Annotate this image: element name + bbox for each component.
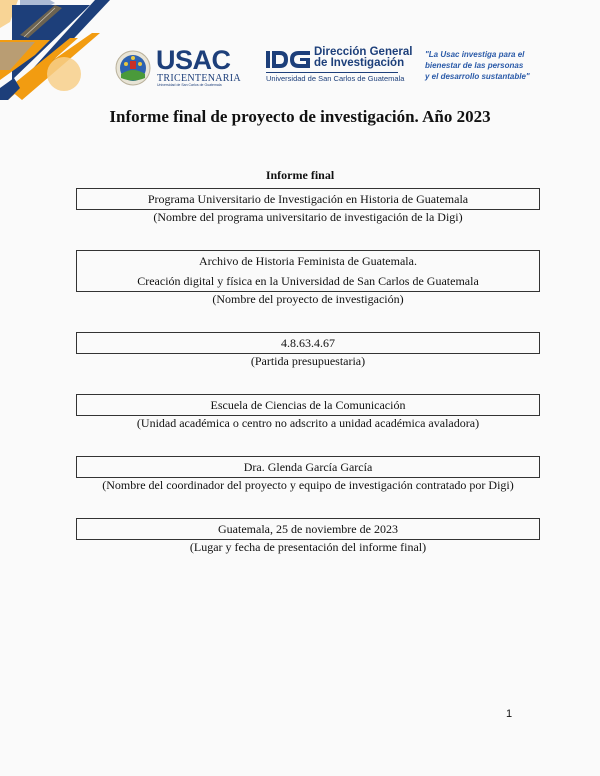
field-value: Programa Universitario de Investigación en Historia de Guatemala — [147, 192, 469, 206]
usac-wordmark: USAC — [156, 45, 231, 75]
corner-decoration — [0, 0, 112, 105]
field-box-project — [76, 250, 540, 292]
field-value: Escuela de Ciencias de la Comunicación — [210, 398, 406, 412]
field-value: Creación digital y física en la Universidad de San Carlos de Guatemala — [137, 274, 479, 288]
usac-subtitle: Universidad de San Carlos de Guatemala — [157, 83, 222, 87]
field-caption-unit: (Unidad académica o centro no adscrito a unidad académica avaladora) — [136, 416, 480, 430]
slogan-line: bienestar de las personas — [425, 61, 524, 70]
slogan-line: "La Usac investiga para el — [425, 50, 525, 59]
slogan — [425, 49, 530, 82]
field-box-budget — [76, 332, 540, 354]
field-box-unit — [76, 394, 540, 416]
digi-divider — [266, 72, 398, 73]
slogan-line: y el desarrollo sustantable" — [425, 72, 530, 81]
digi-title-line2: de Investigación — [314, 57, 405, 69]
digi-logo-icon — [266, 48, 311, 70]
usac-seal-icon — [115, 50, 151, 86]
page-number: 1 — [506, 708, 513, 720]
field-caption-budget: (Partida presupuestaria) — [250, 354, 366, 368]
field-box-place-date — [76, 518, 540, 540]
digi-title — [314, 47, 412, 69]
document-title: Informe final de proyecto de investigación. Año 2023 — [109, 107, 491, 126]
digi-subtitle: Universidad de San Carlos de Guatemala — [266, 74, 405, 83]
field-value: 4.8.63.4.67 — [281, 336, 335, 350]
field-value: Archivo de Historia Feminista de Guatemala. — [199, 254, 417, 268]
field-caption-coordinator: (Nombre del coordinador del proyecto y equipo de investigación contratado por Digi) — [102, 478, 514, 492]
field-box-program — [76, 188, 540, 210]
digi-title-line1: Dirección General — [314, 46, 413, 58]
field-caption-program: (Nombre del programa universitario de investigación de la Digi) — [153, 210, 463, 224]
usac-tagline: TRICENTENARIA — [157, 73, 241, 84]
field-box-coordinator — [76, 456, 540, 478]
section-heading: Informe final — [265, 168, 335, 182]
field-value: Dra. Glenda García García — [243, 460, 373, 474]
field-caption-project: (Nombre del proyecto de investigación) — [212, 292, 404, 306]
field-caption-place-date: (Lugar y fecha de presentación del informe final) — [189, 540, 427, 554]
field-value: Guatemala, 25 de noviembre de 2023 — [218, 522, 398, 536]
